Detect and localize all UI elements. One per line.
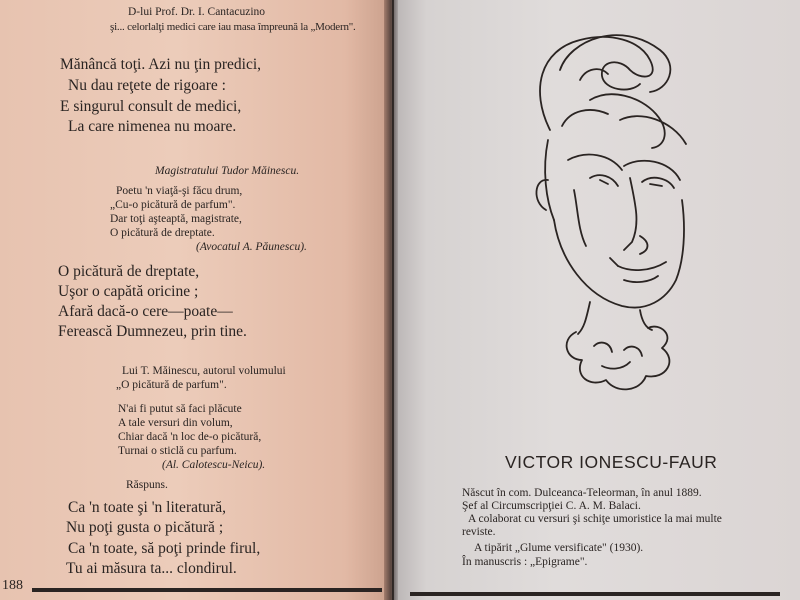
quote-1-line-4: O picătură de dreptate. xyxy=(110,227,215,239)
dedication-1-line-1: D-lui Prof. Dr. I. Cantacuzino xyxy=(128,6,266,18)
quote-1-line-3: Dar toţi aşteaptă, magistrate, xyxy=(110,213,242,225)
poem-1-line-1: Mănâncă toţi. Azi nu ţin predici, xyxy=(60,56,262,73)
book-gutter xyxy=(384,0,398,600)
page-number: 188 xyxy=(2,578,23,593)
poem-2-line-1: O picătură de dreptate, xyxy=(58,263,200,280)
poem-2-line-3: Afară dacă-o cere—poate— xyxy=(58,303,233,320)
bio-line-4: reviste. xyxy=(462,526,496,538)
poem-3-line-4: Tu ai măsura ta... clondirul. xyxy=(66,560,237,577)
quote-2-author: (Al. Calotescu-Neicu). xyxy=(162,459,266,471)
quote-1-line-2: „Cu-o picătură de parfum". xyxy=(110,199,236,211)
left-page xyxy=(0,0,392,600)
dedication-2: Magistratului Tudor Măinescu. xyxy=(155,165,300,177)
bio-line-1: Născut în com. Dulceanca-Teleorman, în anul 1889. xyxy=(462,487,702,499)
bio-line-2: Şef al Circumscripţiei C. A. M. Balaci. xyxy=(462,500,641,512)
dedication-1-line-2: şi... celorlalţi medici care iau masa împreună la „Modern". xyxy=(110,21,356,33)
poem-1-line-3: E singurul consult de medici, xyxy=(60,98,242,115)
author-name: VICTOR IONESCU-FAUR xyxy=(505,452,718,472)
left-bottom-rule xyxy=(32,588,382,592)
reply-label: Răspuns. xyxy=(126,479,168,491)
bio-line-5: A tipărit „Glume versificate" (1930). xyxy=(474,542,644,554)
poem-3-line-1: Ca 'n toate şi 'n literatură, xyxy=(68,499,226,516)
poem-3-line-2: Nu poţi gusta o picătură ; xyxy=(66,519,224,536)
right-bottom-rule xyxy=(410,592,780,596)
quote-2-line-2: A tale versuri din volum, xyxy=(118,417,233,429)
dedication-3-line-2: „O picătură de parfum". xyxy=(116,379,227,391)
bio-line-3: A colaborat cu versuri şi schiţe umoristice la mai multe xyxy=(468,513,722,525)
bio-line-6: În manuscris : „Epigrame". xyxy=(462,556,588,568)
quote-1-line-1: Poetu 'n viaţă-şi făcu drum, xyxy=(116,185,243,197)
dedication-3-line-1: Lui T. Măinescu, autorul volumului xyxy=(122,365,286,377)
poem-2-line-4: Ferească Dumnezeu, prin tine. xyxy=(58,323,247,340)
poem-2-line-2: Uşor o capătă oricine ; xyxy=(58,283,199,300)
quote-2-line-3: Chiar dacă 'n loc de-o picătură, xyxy=(118,431,262,443)
quote-2-line-4: Turnai o sticlă cu parfum. xyxy=(118,445,237,457)
quote-2-line-1: N'ai fi putut să faci plăcute xyxy=(118,403,242,415)
caricature-portrait-sketch-icon xyxy=(490,10,710,410)
quote-1-author: (Avocatul A. Păunescu). xyxy=(196,241,307,253)
poem-1-line-4: La care nimenea nu moare. xyxy=(68,118,237,135)
poem-1-line-2: Nu dau reţete de rigoare : xyxy=(68,77,226,94)
poem-3-line-3: Ca 'n toate, să poţi prinde firul, xyxy=(68,540,261,557)
